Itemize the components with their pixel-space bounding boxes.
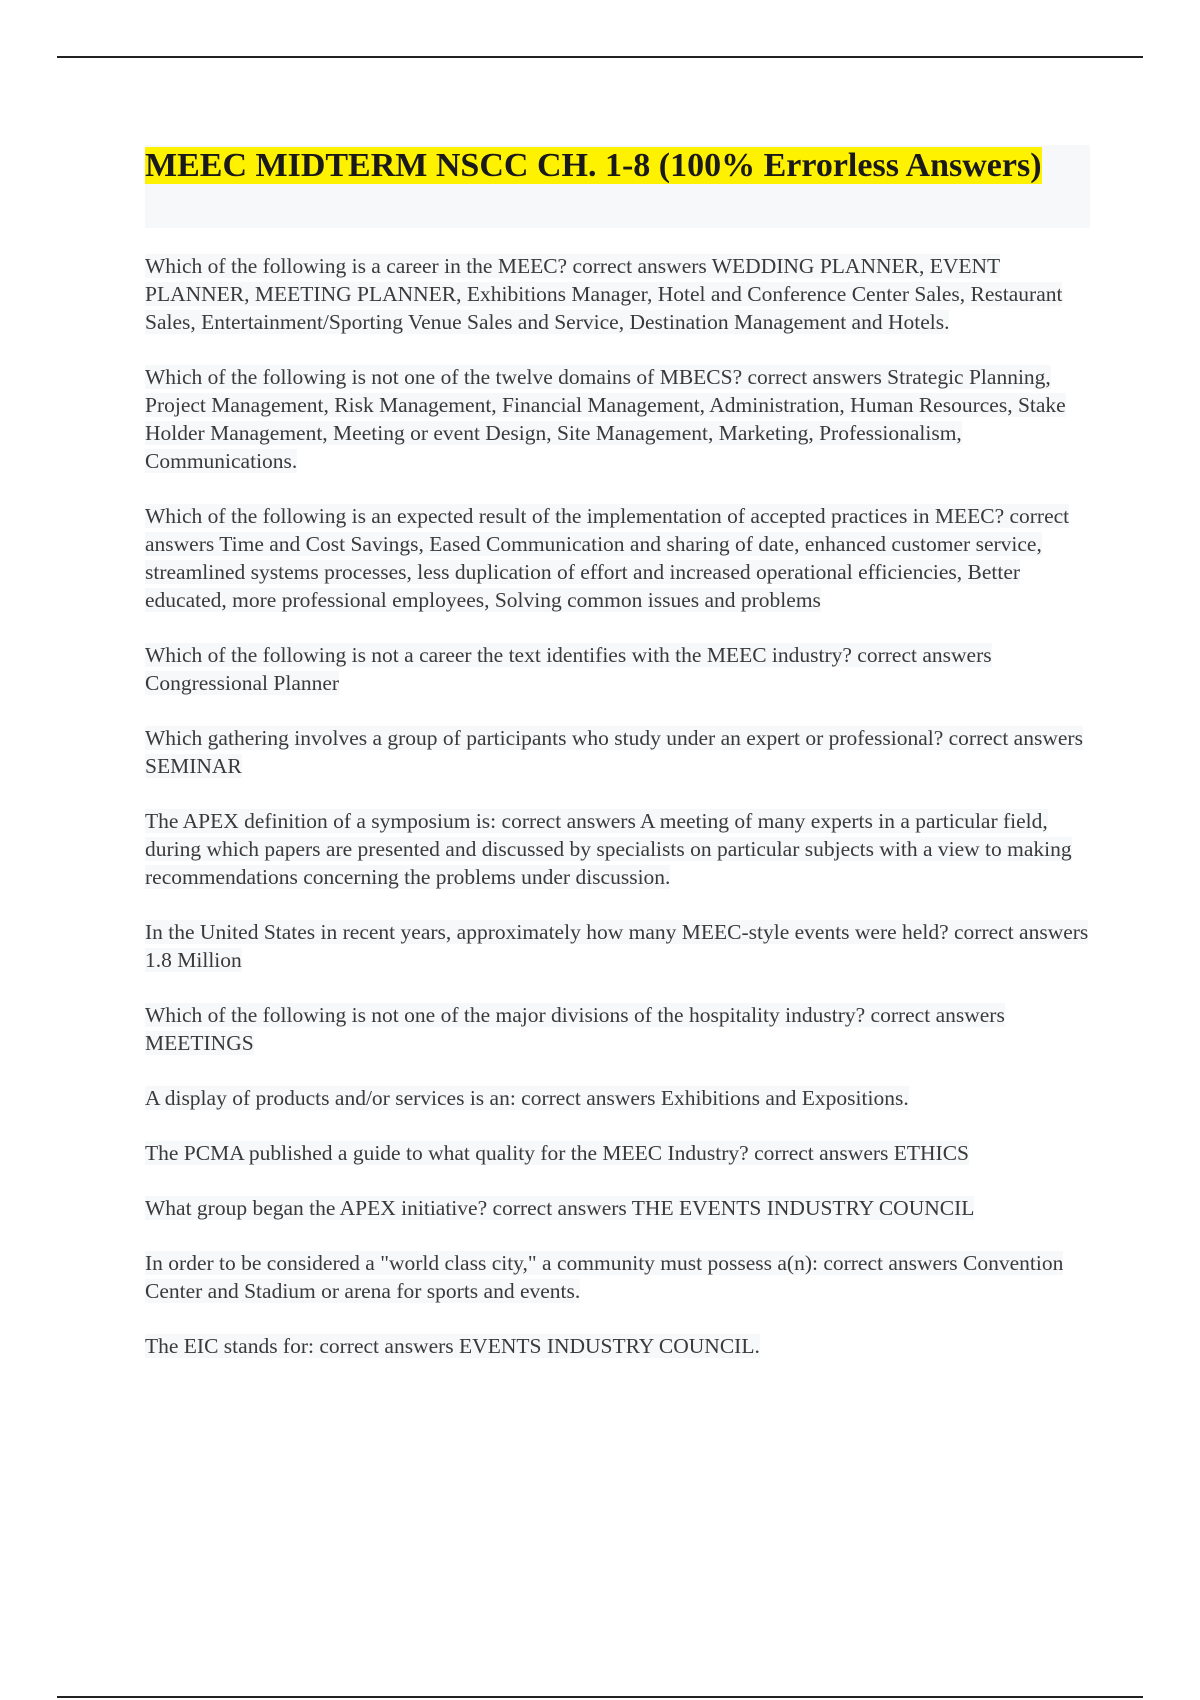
document-body [145, 145, 1090, 1387]
bottom-rule [57, 1696, 1143, 1698]
qa-item-2: Which of the following is not one of the twelve domains of MBECS? correct answers Strategic Planning, Project Management, Risk Management, Financial Management, Administration, Human Resources, Stake Holder Management, Meeting or event Design, Site Management, Marketing, Professionalism, Communications. [145, 365, 1066, 473]
title-block [145, 145, 1090, 228]
top-rule [57, 56, 1143, 58]
qa-item-7: In the United States in recent years, approximately how many MEEC-style events were held? correct answers 1.8 Million [145, 920, 1089, 972]
qa-item-1: Which of the following is a career in the MEEC? correct answers WEDDING PLANNER, EVENT PLANNER, MEETING PLANNER, Exhibitions Manager, Hotel and Conference Center Sales, Restaurant Sales, Entertainment/Sporting Venue Sales and Service, Destination Management and Hotels. [145, 254, 1063, 334]
title-highlight: MEEC MIDTERM NSCC CH. 1-8 (100% Errorless Answers) [145, 147, 1042, 184]
qa-item-9: A display of products and/or services is an: correct answers Exhibitions and Expositions. [145, 1086, 909, 1110]
document-title [145, 145, 1090, 187]
qa-item-6: The APEX definition of a symposium is: correct answers A meeting of many experts in a particular field, during which papers are presented and discussed by specialists on particular subjects with a view to making recommendations concerning the problems under discussion. [145, 809, 1072, 889]
qa-item-8: Which of the following is not one of the major divisions of the hospitality industry? correct answers MEETINGS [145, 1003, 1005, 1055]
qa-item-4: Which of the following is not a career the text identifies with the MEEC industry? correct answers Congressional Planner [145, 643, 992, 695]
qa-item-5: Which gathering involves a group of participants who study under an expert or professional? correct answers SEMINAR [145, 726, 1083, 778]
qa-item-10: The PCMA published a guide to what quality for the MEEC Industry? correct answers ETHICS [145, 1141, 970, 1165]
qa-item-12: In order to be considered a "world class city," a community must possess a(n): correct answers Convention Center and Stadium or arena for sports and events. [145, 1251, 1064, 1303]
qa-item-11: What group began the APEX initiative? correct answers THE EVENTS INDUSTRY COUNCIL [145, 1196, 975, 1220]
qa-item-3: Which of the following is an expected result of the implementation of accepted practices in MEEC? correct answers Time and Cost Savings, Eased Communication and sharing of date, enhanced customer service, streamlined systems processes, less duplication of effort and increased operational efficiencies, Better educated, more professional employees, Solving common issues and problems [145, 504, 1070, 612]
qa-item-13: The EIC stands for: correct answers EVENTS INDUSTRY COUNCIL. [145, 1334, 760, 1358]
